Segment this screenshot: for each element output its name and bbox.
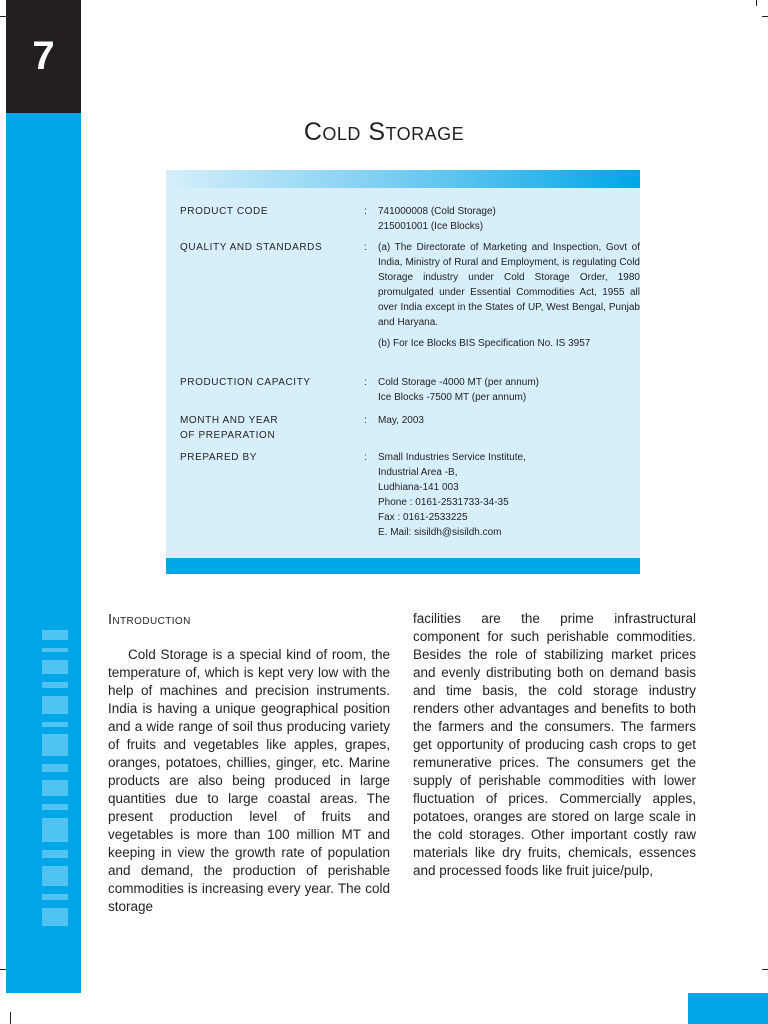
page-number-tab — [688, 993, 768, 1024]
capacity-value: Cold Storage -4000 MT (per annum) Ice Blocks -7500 MT (per annum) — [378, 377, 540, 403]
chapter-number: 7 — [32, 34, 55, 78]
quality-b: (b) For Ice Blocks BIS Specification No. IS 3957 — [378, 338, 591, 349]
info-box-bottom-band — [166, 558, 640, 574]
section-heading: Introduction — [108, 612, 191, 628]
intro-column-2: facilities are the prime infrastructural component for such perishable commodities. Besides the role of stabilizing market prices and evenly distributing both on demand basis and time basis, the cold storage industry renders other advantages and benefits to both the farmers and the consumers. The farmers get opportunity of producing cash crops to get remunerative prices. The consumers get the supply of perishable commodities with lower fluctuation of prices. Commercially apples, potatoes, oranges are stored on large scale in the cold storages. Other important costly raw materials like dry fruits, chemicals, essences and processed foods like fruit juice/pulp, — [413, 611, 696, 878]
quality-value — [378, 240, 640, 351]
crop-mark — [10, 1012, 11, 1024]
quality-a: (a) The Directorate of Marketing and Inspection, Govt of India, Ministry of Rural and Employment, is regulating Cold Storage industry under Cold Storage Order, 1980 promulgated under Essential Commodities Act, 1955 all over India except in the States of UP, West Bengal, Punjab and Haryana. — [378, 242, 640, 328]
page-title: Cold Storage — [303, 118, 465, 146]
prepared-by-value: Small Industries Service Institute, Industrial Area -B, Ludhiana-141 003 Phone : 0161-2531733-34-35 Fax : 0161-2533225 E. Mail: sisildh@sisildh.com — [378, 452, 526, 538]
crop-mark — [762, 16, 768, 17]
product-code-value: 741000008 (Cold Storage) 215001001 (Ice Blocks) — [378, 206, 496, 232]
product-info-box: PRODUCT CODE : 741000008 (Cold Storage) 215001001 (Ice Blocks) QUALITY AND STANDARDS : (a) The Directorate of Marketing and Inspection, Govt of India, Ministry of Rural and Employment, is regulating Cold Storage industry under Cold Storage Order, 1980 promulgated under Essential Commodities Act, 1955 all over India except in the States of UP, West Bengal, Punjab and Haryana. (b) For Ice Blocks BIS Specification No. IS 3957 PRODUCTION CAPACITY : Cold Storage -4000 MT (per annum) Ice Blocks -7500 MT (per annum) MONTH AND YEAR OF PREPARATION : May, 2003 PREPARED BY : Small Industries Service Institute, Industrial Area -B, Ludhiana-141 003 Phone : 0161-2531733-34-35 Fax : 0161-2533225 E. Mail: sisildh@sisildh.com — [166, 170, 640, 574]
intro-column-1: Cold Storage is a special kind of room, the temperature of, which is kept very low with the help of machines and precision instruments. India is having a unique geographical position and a wide range of soil thus producing variety of fruits and vegetables like apples, grapes, oranges, potatoes, chillies, ginger, etc. Marine products are also being produced in large quantities due to large coastal areas. The present production level of fruits and vegetables is more than 100 million MT and keeping in view the growth rate of population and demand, the production of perishable commodities is increasing every year. The cold storage — [108, 647, 390, 914]
crop-mark — [762, 969, 768, 970]
crop-mark — [756, 0, 757, 6]
month-year-label: MONTH AND YEAR OF PREPARATION — [180, 415, 279, 441]
product-code-label: PRODUCT CODE — [180, 206, 269, 217]
quality-label: QUALITY AND STANDARDS — [180, 242, 323, 253]
chapter-number-box — [6, 0, 81, 113]
prepared-by-label: PREPARED BY — [180, 452, 257, 463]
month-year-value: May, 2003 — [378, 415, 424, 426]
capacity-label: PRODUCTION CAPACITY — [180, 377, 311, 388]
info-box-top-band — [166, 170, 640, 188]
side-decorative-pattern — [42, 630, 68, 930]
